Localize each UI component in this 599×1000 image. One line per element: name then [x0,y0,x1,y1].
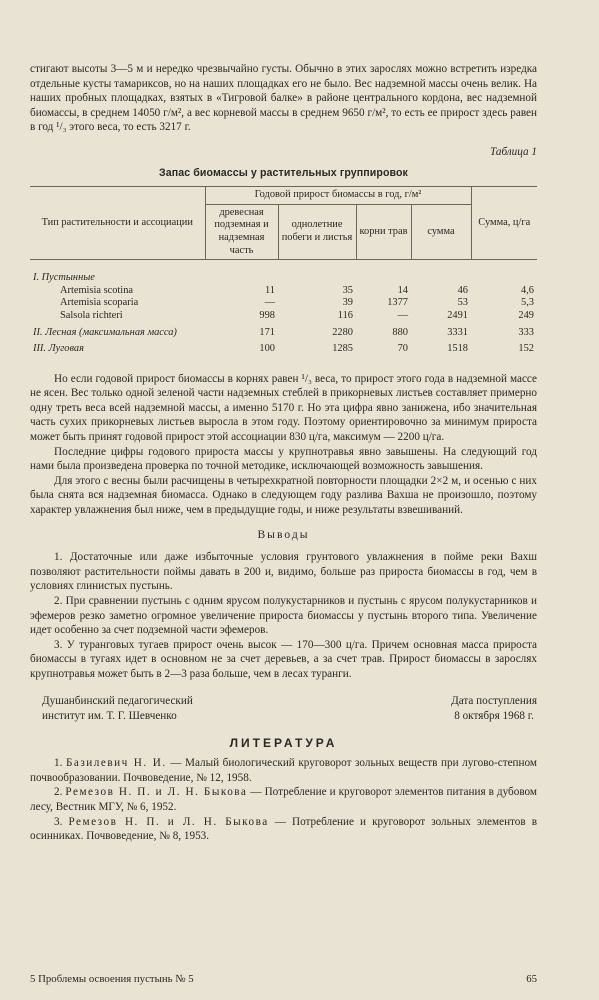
cell-woody: 11 [264,284,275,296]
cell-shoots: 35 [342,284,353,296]
ref-number: 3. [54,815,63,828]
ref-text: — Потребление и круговорот зольных элементов в осинниках. Почвоведение, № 8, 1953. [30,815,538,843]
body-paragraph: Последние цифры годового прироста массы у крупнотравья явно завышены. На следующий год нами была произведена проверка по точной методике, исключающей возможность завышения. [30,445,537,473]
body-paragraph: Для этого с весны были расчищены в четырехкратной повторности площадки 2×2 м, и осенью с них была снята вся надземная биомасса. Однако в следующем году разлива Вахша не произошло, поэтому характер увлажнения был ниже, чем в предыдущие годы, и ниже результаты взвешиваний. [30,474,537,517]
signature-block [30,694,537,724]
category-meadow: III. Луговая [33,343,84,355]
body-paragraph: Но если годовой прирост биомассы в корнях равен ¹/₃ веса, то прирост этого года в надземной массе не ясен. Вес только одной зеленой части надземных стеблей в прикорневых листьев составляет примерно одну треть веса всей надземной массы, а именно 5170 г. Но эта цифра явно занижена, ибо значительная часть сухих прикорневых листьев выросла в этом году. Поэтому ориентировочно за минимум прироста может быть принят годовой прирост этой ассоциации 830 ц/га, максимум — 2200 ц/га. [30,372,537,444]
table-title: Запас биомассы у растительных группировок [159,166,408,179]
ref-number: 2. [54,786,63,799]
table-row [30,323,537,340]
species-name: Salsola richteri [60,309,123,321]
received-date: 8 октября 1968 г. [454,709,534,722]
table-row [30,285,537,298]
biomass-table [30,186,537,356]
literature-heading: ЛИТЕРАТУРА [229,735,338,750]
cell-woody: 100 [259,343,275,355]
literature-item [30,756,537,785]
cell-roots: 70 [397,343,408,355]
ref-number: 1. [54,757,63,770]
conclusion-item: 2. При сравнении пустынь с одним ярусом полукустарников и пустынь с ярусом полукустарников и эфемеров резко заметно огромное увеличение прироста биомассы у пустынь второго типа. Увеличение идет особенно за счет подземной части эфемеров. [30,595,537,637]
category-desert: I. Пустынные [33,272,95,284]
institute-name: институт им. Т. Г. Шевченко [42,709,177,722]
cell-sum: 2491 [447,309,468,321]
cell-woody: 171 [259,326,275,338]
cell-roots: — [397,309,408,321]
table-row [30,339,537,356]
table-row [30,297,537,310]
page-footer [30,972,537,987]
cell-sum-cg: 249 [518,309,534,321]
ref-author: Ремезов Н. П. и Л. Н. Быкова [68,815,269,828]
cell-shoots: 116 [337,309,353,321]
cell-woody: 998 [259,309,275,321]
intro-paragraph: стигают высоты 3—5 м и нередко чрезвычайно густы. Обычно в этих зарослях можно встретить изредка отдельные кусты тамариксов, но на наших площадках его не было. Вес надземной массы очень велик. На наших пробных площадках, взятых в «Тигровой балке» в районе центрального кордона, вес надземной биомассы, в среднем 14050 г/м², а вес корневой массы в среднем 9650 г/м², то есть ее прирост здесь равен в год ¹/₃ этого веса, то есть 3217 г. [30,63,537,134]
header-annual-growth: Годовой прирост биомассы в год, г/м² [205,187,471,205]
literature-item [30,785,537,814]
cell-shoots: 2280 [332,326,353,338]
conclusion-item: 3. У туранговых тугаев прирост очень высок — 170—300 ц/га. Причем основная масса прироста биомассы в тугаях идет в основном не за счет деревьев, а за счет трав. Прирост биомассы в зарослях крупнотравья может быть в 2—3 раза больше, чем в лесах туранги. [30,638,537,680]
ref-text: — Потребление и круговорот элементов питания в дубовом лесу, Вестник МГУ, № 6, 1952. [30,786,538,813]
cell-sum-cg: 5,3 [521,297,534,309]
ref-text: — Малый биологический круговорот зольных веществ при лугово-степном почвообразовании. Почвоведение, № 12, 1958. [30,757,537,784]
table-caption: Таблица 1 [490,145,537,158]
header-woody: древесная подземная и надземная часть [205,204,278,259]
header-sum: сумма [411,204,471,259]
cell-sum-cg: 152 [518,343,534,355]
ref-author: Ремезов Н. П. и Л. Н. Быкова [65,786,248,799]
conclusion-item: 1. Достаточные или даже избыточные условия грунтового увлажнения в пойме реки Вахш позволяют растительности поймы давать в 200 и, видимо, больше раз прироста биомассы в год, чем в условиях глинистых пустынь. [30,551,537,593]
cell-shoots: 39 [342,297,353,309]
header-annual-shoots: однолетние побеги и листья [278,204,356,259]
table-row [30,310,537,323]
cell-woody: — [264,297,275,309]
cell-sum: 3331 [447,326,468,338]
footer-publication: 5 Проблемы освоения пустынь № 5 [30,973,194,986]
cell-sum: 53 [457,297,468,309]
page-number: 65 [526,973,537,986]
header-sum-cg: Сумма, ц/га [471,187,537,260]
header-type: Тип растительности и ассоциации [30,187,205,260]
received-label: Дата поступления [451,694,537,707]
cell-roots: 1377 [387,297,408,309]
species-name: Artemisia scotina [60,284,134,296]
header-roots: корни трав [356,204,411,259]
conclusions-heading: Выводы [257,527,310,541]
cell-roots: 880 [392,326,408,338]
cell-sum-cg: 4,6 [521,284,534,296]
cell-sum: 46 [457,284,468,296]
literature-item [30,815,537,844]
cell-sum: 1518 [447,343,468,355]
cell-sum-cg: 333 [518,326,534,338]
category-forest: II. Лесная (максимальная масса) [33,326,177,338]
species-name: Artemisia scoparia [60,297,139,309]
ref-author: Базилевич Н. И. [65,757,167,770]
cell-shoots: 1285 [332,343,353,355]
cell-roots: 14 [397,284,408,296]
institute-name: Душанбинский педагогический [42,694,193,707]
